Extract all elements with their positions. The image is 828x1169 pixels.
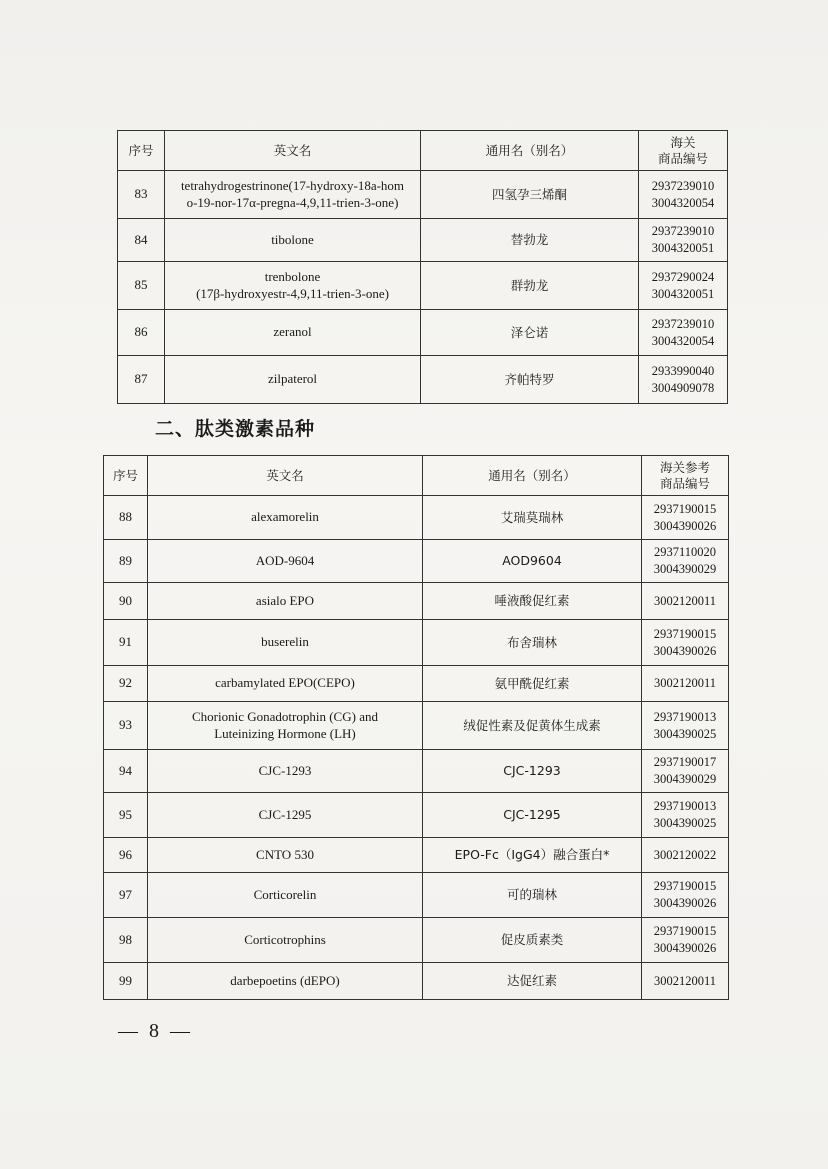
serial-number-cell: 84 (118, 219, 165, 262)
english-name-cell: CJC-1295 (148, 793, 423, 838)
header-customs-code: 海关 商品编号 (639, 131, 728, 171)
english-name-cell: darbepoetins (dEPO) (148, 963, 423, 1000)
common-name-cell: AOD9604 (423, 540, 642, 583)
serial-number-cell: 99 (104, 963, 148, 1000)
serial-number-cell: 89 (104, 540, 148, 583)
common-name-cell: 唾液酸促红素 (423, 583, 642, 620)
common-name-cell: 替勃龙 (421, 219, 639, 262)
table-row (104, 583, 729, 620)
english-name-cell: AOD-9604 (148, 540, 423, 583)
table-row (104, 540, 729, 583)
serial-number-cell: 85 (118, 262, 165, 310)
header-serial-number: 序号 (104, 456, 148, 496)
customs-code-cell: 2937239010 3004320051 (639, 219, 728, 262)
english-name-cell: alexamorelin (148, 496, 423, 540)
customs-code-cell: 2937290024 3004320051 (639, 262, 728, 310)
serial-number-cell: 92 (104, 666, 148, 702)
common-name-cell: 绒促性素及促黄体生成素 (423, 702, 642, 750)
table-row (104, 963, 729, 1000)
table-row (104, 838, 729, 873)
customs-code-cell: 2937239010 3004320054 (639, 310, 728, 356)
customs-code-cell: 2937190013 3004390025 (642, 702, 729, 750)
serial-number-cell: 95 (104, 793, 148, 838)
table-row (104, 873, 729, 918)
english-name-cell: tetrahydrogestrinone(17-hydroxy-18a-hom o-19-nor-17α-pregna-4,9,11-trien-3-one) (165, 171, 421, 219)
page-number: — 8 — (118, 1020, 193, 1042)
table-row (104, 620, 729, 666)
customs-code-cell: 3002120011 (642, 963, 729, 1000)
customs-code-cell: 2937110020 3004390029 (642, 540, 729, 583)
customs-code-cell: 3002120022 (642, 838, 729, 873)
customs-code-cell: 2937190015 3004390026 (642, 620, 729, 666)
serial-number-cell: 94 (104, 750, 148, 793)
header-english-name: 英文名 (165, 131, 421, 171)
english-name-cell: carbamylated EPO(CEPO) (148, 666, 423, 702)
table-row (104, 666, 729, 702)
header-serial-number: 序号 (118, 131, 165, 171)
customs-code-cell: 2937239010 3004320054 (639, 171, 728, 219)
table-row (104, 496, 729, 540)
section-heading-peptide-hormones: 二、肽类激素品种 (155, 418, 316, 440)
serial-number-cell: 97 (104, 873, 148, 918)
table-row (104, 918, 729, 963)
common-name-cell: 促皮质素类 (423, 918, 642, 963)
common-name-cell: CJC-1295 (423, 793, 642, 838)
serial-number-cell: 96 (104, 838, 148, 873)
table-row (118, 310, 728, 356)
common-name-cell: 可的瑞林 (423, 873, 642, 918)
header-customs-reference-code: 海关参考 商品编号 (642, 456, 729, 496)
table-row (104, 793, 729, 838)
english-name-cell: Corticotrophins (148, 918, 423, 963)
customs-code-cell: 2937190015 3004390026 (642, 918, 729, 963)
serial-number-cell: 91 (104, 620, 148, 666)
table-header-row (104, 456, 729, 496)
customs-code-cell: 2937190015 3004390026 (642, 496, 729, 540)
english-name-cell: tibolone (165, 219, 421, 262)
common-name-cell: 齐帕特罗 (421, 356, 639, 404)
header-english-name: 英文名 (148, 456, 423, 496)
table-row (118, 262, 728, 310)
peptide-hormone-table (103, 455, 729, 1000)
common-name-cell: 艾瑞莫瑞林 (423, 496, 642, 540)
hormone-table-continued (117, 130, 728, 404)
english-name-cell: Chorionic Gonadotrophin (CG) and Luteinizing Hormone (LH) (148, 702, 423, 750)
table-header-row (118, 131, 728, 171)
common-name-cell: 氨甲酰促红素 (423, 666, 642, 702)
customs-code-cell: 2937190013 3004390025 (642, 793, 729, 838)
common-name-cell: 布舍瑞林 (423, 620, 642, 666)
common-name-cell: 泽仑诺 (421, 310, 639, 356)
header-common-name: 通用名（别名） (423, 456, 642, 496)
english-name-cell: CNTO 530 (148, 838, 423, 873)
serial-number-cell: 98 (104, 918, 148, 963)
serial-number-cell: 87 (118, 356, 165, 404)
customs-code-cell: 3002120011 (642, 583, 729, 620)
common-name-cell: 群勃龙 (421, 262, 639, 310)
serial-number-cell: 93 (104, 702, 148, 750)
table-row (118, 171, 728, 219)
english-name-cell: trenbolone (17β-hydroxyestr-4,9,11-trien-3-one) (165, 262, 421, 310)
english-name-cell: CJC-1293 (148, 750, 423, 793)
serial-number-cell: 83 (118, 171, 165, 219)
common-name-cell: EPO-Fc（IgG4）融合蛋白* (423, 838, 642, 873)
serial-number-cell: 90 (104, 583, 148, 620)
customs-code-cell: 2937190015 3004390026 (642, 873, 729, 918)
customs-code-cell: 2937190017 3004390029 (642, 750, 729, 793)
table-row (104, 702, 729, 750)
table-row (104, 750, 729, 793)
common-name-cell: 达促红素 (423, 963, 642, 1000)
customs-code-cell: 3002120011 (642, 666, 729, 702)
english-name-cell: buserelin (148, 620, 423, 666)
serial-number-cell: 86 (118, 310, 165, 356)
english-name-cell: zeranol (165, 310, 421, 356)
english-name-cell: asialo EPO (148, 583, 423, 620)
table-row (118, 356, 728, 404)
common-name-cell: 四氢孕三烯酮 (421, 171, 639, 219)
english-name-cell: zilpaterol (165, 356, 421, 404)
common-name-cell: CJC-1293 (423, 750, 642, 793)
customs-code-cell: 2933990040 3004909078 (639, 356, 728, 404)
table-row (118, 219, 728, 262)
header-common-name: 通用名（别名） (421, 131, 639, 171)
serial-number-cell: 88 (104, 496, 148, 540)
english-name-cell: Corticorelin (148, 873, 423, 918)
